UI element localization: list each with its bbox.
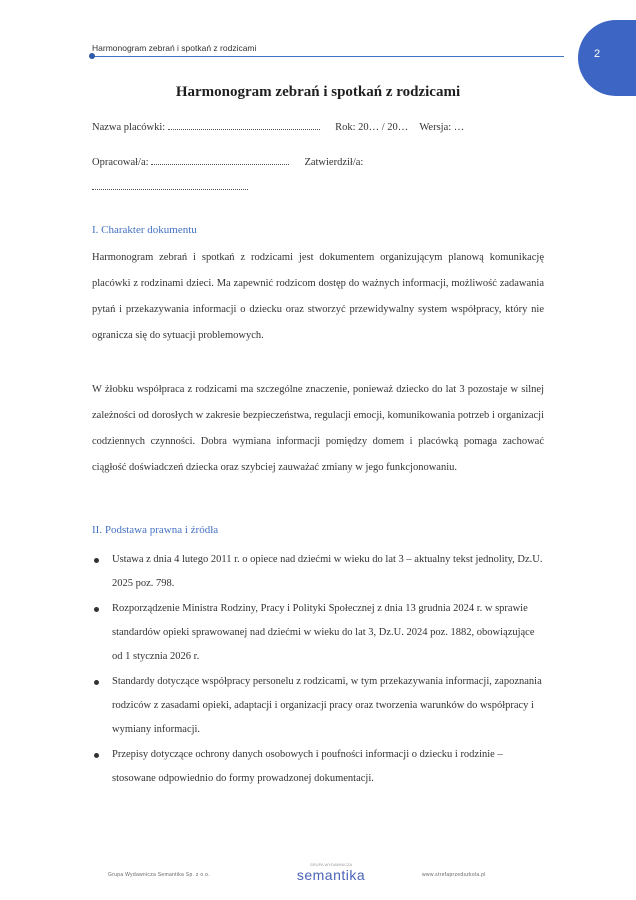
bullet-icon (94, 680, 99, 685)
logo-tagline: GRUPA WYDAWNICZA (309, 862, 353, 867)
approved-label: Zatwierdził/a: (304, 157, 364, 168)
version-label: Wersja: … (419, 122, 465, 133)
page-number: 2 (593, 48, 601, 60)
header-rule-dot (89, 53, 95, 59)
list-item-text: Standardy dotyczące współpracy personelu z rodzicami, w tym przekazywania informacji, zapoznania rodziców z zasadami opieki, adaptacji i organizacji pracy oraz tworzenia warunków do współpracy i wymiany informacji. (112, 676, 542, 735)
header-rule (92, 56, 564, 57)
meta-row-institution (92, 120, 544, 133)
meta-row-signatures (92, 155, 544, 168)
institution-blank (168, 120, 320, 130)
prepared-blank (151, 155, 289, 165)
approved-blank (92, 189, 248, 190)
logo-wordmark: semantika (296, 867, 366, 883)
list-item-text: Przepisy dotyczące ochrony danych osobowych i poufności informacji o dziecku i rodzinie – stosowane odpowiednio do formy prowadzonej dokumentacji. (112, 749, 503, 784)
list-item (92, 548, 544, 596)
paragraph-character-2: W żłobku współpraca z rodzicami ma szczególne znaczenie, ponieważ dziecko do lat 3 pozostaje w silnej zależności od dorosłych w zakresie bezpieczeństwa, regulacji emocji, komunikowania potrzeb i organizacji codziennych czynności. Dobra wymiana informacji pomiędzy domem i placówką pomaga zachować ciągłość doświadczeń dziecka oraz szybciej zauważać zmiany w jego funkcjonowaniu. (92, 384, 544, 473)
paragraph-character-1: Harmonogram zebrań i spotkań z rodzicami jest dokumentem organizującym planową komunikację placówki z rodzinami dzieci. Ma zapewnić rodzicom dostęp do ważnych informacji, możliwość zadawania pytań i przekazywania informacji o dziecku oraz stworzyć przewidywalny system współpracy, który nie ogranicza się do sytuacji problemowych. (92, 252, 544, 341)
list-item (92, 743, 544, 791)
list-item (92, 670, 544, 742)
prepared-label: Opracował/a: (92, 157, 149, 168)
publisher-logo (286, 862, 376, 885)
bullet-icon (94, 558, 99, 563)
footer-publisher: Grupa Wydawnicza Semantika Sp. z o.o. (108, 872, 210, 878)
year-label: Rok: 20… / 20… (335, 122, 409, 133)
document-title: Harmonogram zebrań i spotkań z rodzicami (175, 84, 461, 100)
list-item (92, 597, 544, 669)
list-item-text: Ustawa z dnia 4 lutego 2011 r. o opiece nad dziećmi w wieku do lat 3 – aktualny tekst jednolity, Dz.U. 2025 poz. 798. (112, 554, 543, 589)
legal-basis-list (92, 548, 544, 792)
bullet-icon (94, 607, 99, 612)
section-heading-character: I. Charakter dokumentu (92, 224, 197, 236)
list-item-text: Rozporządzenie Ministra Rodziny, Pracy i Polityki Społecznej z dnia 13 grudnia 2024 r. w sprawie standardów opieki sprawowanej nad dziećmi w wieku do lat 3, Dz.U. 2024 poz. 1882, obowiązujące od 1 stycznia 2026 r. (112, 603, 535, 662)
section-heading-legal-basis: II. Podstawa prawna i źródła (92, 524, 219, 536)
institution-label: Nazwa placówki: (92, 122, 166, 133)
running-header: Harmonogram zebrań i spotkań z rodzicami (92, 43, 257, 53)
page-number-tab (578, 20, 636, 96)
footer-website: www.strefaprzedszkola.pl (422, 872, 486, 878)
bullet-icon (94, 753, 99, 758)
